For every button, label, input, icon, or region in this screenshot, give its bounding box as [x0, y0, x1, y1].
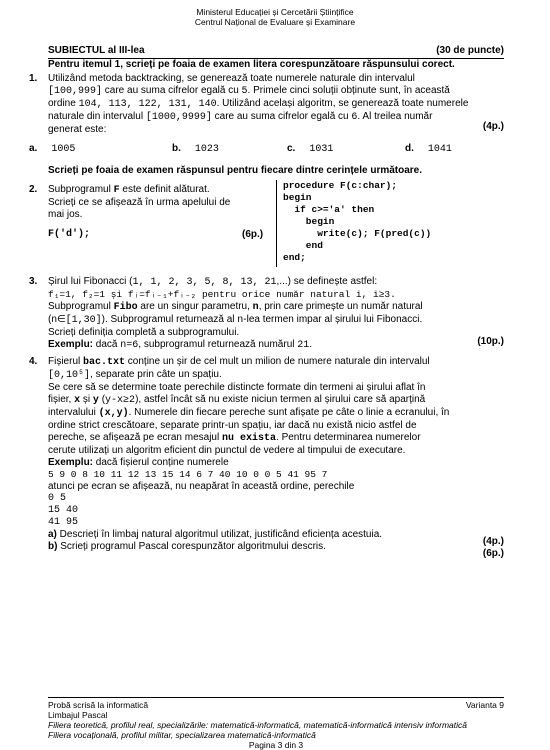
option-b: b. 1023 [172, 143, 219, 155]
item4-line3: Se cere să se determine toate perechile distincte formate din termeni ai șirului aflat în [48, 382, 426, 393]
header-center: Centrul Național de Evaluare și Examinare [194, 17, 356, 27]
item3-line3: Subprogramul Fibo are un singur parametru, n, prin care primește un număr natural [48, 301, 423, 313]
item3-line2: f₁=1, f₂=1 și fᵢ=fᵢ₋₁+fᵢ₋₂ pentru orice număr natural i, i≥3. [48, 289, 396, 300]
code-line: write(c); F(pred(c)) [283, 228, 432, 239]
option-a: a. 1005 [29, 143, 76, 155]
code-line: end; [283, 252, 306, 263]
item4-line7: pereche, se afișează pe ecran mesajul nu exista. Pentru determinarea numerelor [48, 432, 421, 444]
code-line: procedure F(c:char); [283, 180, 398, 191]
item4-example: Exemplu: dacă fișierul conține numerele [48, 457, 229, 468]
item3-points: (10p.) [477, 336, 504, 347]
item4-numbers: 5 9 0 8 10 11 12 13 15 14 6 7 40 10 0 0 5 41 95 7 [48, 469, 328, 480]
item3-example: Exemplu: dacă n=6, subprogramul returnează numărul 21. [48, 339, 313, 351]
footer-line3: Filiera teoretică, profilul real, specializările: matematică-informatică, matematică-informatică intensiv informatică [48, 720, 468, 730]
item4-line4: fișier, x și y (y-x≥2), astfel încât să nu existe niciun termen al șirului care să aparțină [48, 394, 426, 406]
item2-line1: Subprogramul F este definit alăturat. [48, 184, 210, 196]
item4-qa-points: (4p.) [482, 536, 504, 547]
page-header [0, 7, 550, 27]
item4-pair: 0 5 [48, 493, 67, 504]
option-c: c. 1031 [287, 143, 334, 155]
item4-line2: [0,10⁵], separate prin câte un spațiu. [48, 369, 222, 381]
item3-text [48, 276, 503, 352]
subject-points: (30 de puncte) [436, 45, 504, 56]
item2-text [48, 184, 270, 221]
header-ministry: Ministerul Educației și Cercetării Științifice [196, 7, 354, 17]
item4-pair: 41 95 [48, 517, 79, 528]
item4-line1: Fișierul bac.txt conține un șir de cel mult un milion de numere naturale din intervalul [48, 356, 430, 368]
item1-number: 1. [29, 73, 38, 84]
option-d: d. 1041 [405, 143, 452, 155]
item2-line3: mai jos. [48, 209, 83, 220]
item4-question-b: b) Scrieți programul Pascal corespunzător algoritmului descris. [48, 541, 326, 552]
footer-page: Pagina 3 din 3 [248, 740, 304, 750]
item3-line1: Șirul lui Fibonacci (1, 1, 2, 3, 5, 8, 13, 21,...) se definește astfel: [48, 276, 378, 288]
code-line: end [283, 240, 323, 251]
instruction-items-2-4: Scrieți pe foaia de examen răspunsul pentru fiecare dintre cerințele următoare. [48, 165, 423, 176]
item4-after: atunci pe ecran se afișează, nu neapărat în această ordine, perechile [48, 481, 355, 492]
item3-line5: Scrieți definiția completă a subprogramului. [48, 327, 240, 338]
subject-title: SUBIECTUL al III-lea [48, 45, 145, 56]
item1-line3: ordine 104, 113, 122, 131, 140. Utilizând același algoritm, se generează toate numerele [48, 98, 469, 110]
item2-number: 2. [29, 184, 38, 195]
item2-points: (6p.) [242, 229, 264, 240]
footer-line4: Filiera vocațională, profilul militar, specializarea matematică-informatică [48, 730, 316, 740]
item4-line6: ordine strict crescătoare, separate printr-un spațiu, iar dacă nu există nicio astfel de [48, 420, 417, 431]
item3-number: 3. [29, 276, 38, 287]
item4-line8: cerute utilizați un algoritm eficient din punctul de vedere al timpului de executare. [48, 445, 406, 456]
subject-title-bar [48, 45, 504, 59]
item1-points: (4p.) [482, 121, 504, 132]
footer-variant: Varianta 9 [465, 700, 504, 710]
item2-line2: Scrieți ce se afișează în urma apelului de [48, 197, 231, 208]
instruction-item1: Pentru itemul 1, scrieți pe foaia de examen litera corespunzătoare răspunsului corect. [48, 59, 455, 70]
code-line: if c>='a' then [283, 204, 375, 215]
footer [48, 700, 504, 750]
item1-line2: [100,999] care au suma cifrelor egală cu 5. Primele cinci soluții obținute sunt, în această [48, 85, 450, 97]
item1-line5: generat este: [48, 124, 107, 135]
footer-line2: Limbajul Pascal [48, 710, 108, 720]
item4-pair: 15 40 [48, 505, 79, 516]
item4-text [48, 356, 503, 553]
item4-number: 4. [29, 356, 38, 367]
item4-qb-points: (6p.) [482, 548, 504, 559]
footer-line1: Probă scrisă la informatică Varianta 9 [48, 700, 504, 710]
item1-line1: Utilizând metoda backtracking, se generează toate numerele naturale din intervalul [48, 73, 415, 84]
footer-divider [48, 697, 504, 698]
item4-question-a: a) Descrieți în limbaj natural algoritmul utilizat, justificând eficiența acestuia. [48, 529, 383, 540]
item1-line4: naturale din intervalul [1000,9999] care au suma cifrelor egală cu 6. Al treilea număr [48, 111, 433, 123]
item1-text [48, 73, 503, 136]
code-line: begin [283, 192, 312, 203]
item4-line5: intervalului (x,y). Numerele din fiecare pereche sunt afișate pe câte o linie a ecranului, în [48, 407, 450, 419]
code-line: begin [283, 216, 335, 227]
item2-call: F('d'); [48, 229, 91, 240]
pascal-code-block [276, 180, 512, 267]
item3-line4: (n∈[1,30]). Subprogramul returnează al n-lea termen impar al șirului lui Fibonacci. [48, 314, 423, 326]
